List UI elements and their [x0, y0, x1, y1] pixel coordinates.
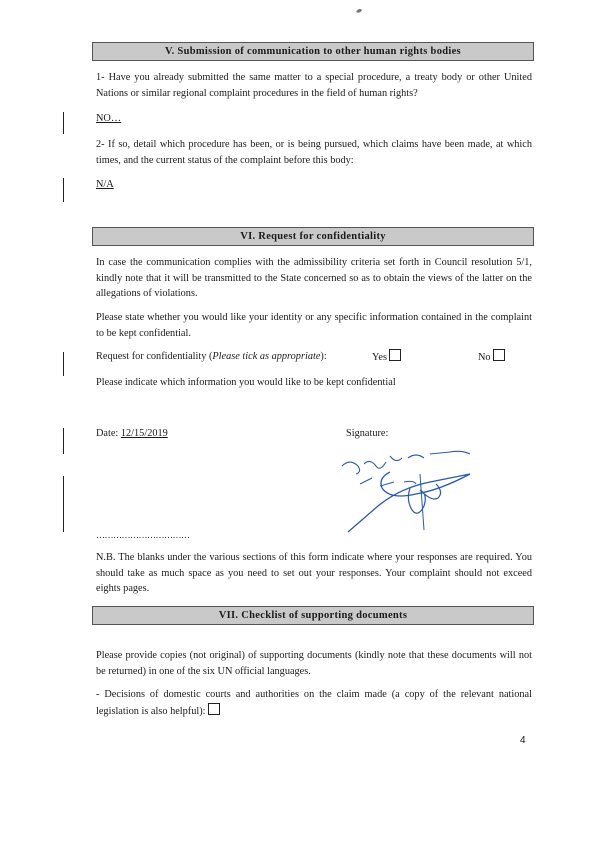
answer-1[interactable]: NO…: [96, 113, 122, 124]
checklist-item-1: [96, 687, 532, 719]
confidentiality-paragraph-1: In case the communication complies with the admissibility criteria set forth in Council resolution 5/1, kindly note that it will be transmitted to the State concerned so as to obtain the views of the latter on the allegations of violations.: [96, 257, 532, 299]
yes-option: [372, 349, 401, 366]
nb-note: N.B. The blanks under the various sections of this form indicate where your responses are required. You should take as much space as you need to set out your responses. Your complaint should not exceed eights pages.: [96, 552, 532, 594]
date-label: Date:: [96, 428, 121, 439]
confidential-info-prompt: Please indicate which information you would like to be kept confidential: [96, 377, 396, 388]
request-label: Request for confidentiality (: [96, 351, 213, 362]
signature-image: [320, 444, 490, 540]
margin-bar: [63, 178, 64, 202]
margin-bar: [63, 476, 64, 532]
confidentiality-paragraph-2: Please state whether you would like your identity or any specific information contained in the complaint to be kept confidential.: [96, 312, 532, 339]
yes-checkbox[interactable]: [389, 349, 401, 361]
date-value[interactable]: 12/15/2019: [120, 428, 168, 439]
margin-bar: [63, 428, 64, 454]
blank-dotted-line: ……………………………: [96, 530, 190, 540]
checklist-item-1-label: - Decisions of domestic courts and authorities on the claim made (a copy of the relevant national legislation is also helpful):: [96, 689, 532, 717]
section-6-heading: VI. Request for confidentiality: [92, 227, 534, 246]
supporting-docs-paragraph: Please provide copies (not original) of supporting documents (kindly note that these documents will not be returned) in one of the six UN official languages.: [96, 650, 532, 677]
no-option: [478, 349, 505, 366]
question-1: 1- Have you already submitted the same matter to a special procedure, a treaty body or other United Nations or similar regional complaint procedures in the field of human rights?: [96, 72, 532, 99]
signature-label: Signature:: [346, 428, 389, 439]
section-5-heading: V. Submission of communication to other human rights bodies: [92, 42, 534, 61]
request-label-end: ):: [320, 351, 327, 362]
checklist-item-1-checkbox[interactable]: [208, 703, 220, 715]
no-checkbox[interactable]: [493, 349, 505, 361]
request-hint: Please tick as appropriate: [212, 351, 321, 362]
date-row: [96, 428, 168, 439]
margin-bar: [63, 112, 64, 134]
scan-mark-icon: [354, 6, 364, 16]
confidentiality-request-row: [96, 349, 532, 365]
margin-bar: [63, 352, 64, 376]
question-2: 2- If so, detail which procedure has been, or is being pursued, which claims have been made, at which times, and the current status of the complaint before this body:: [96, 139, 532, 166]
section-7-heading: VII. Checklist of supporting documents: [92, 606, 534, 625]
page-number: 4: [520, 735, 526, 746]
answer-2[interactable]: N/A: [96, 179, 114, 190]
no-label: No: [478, 352, 491, 363]
yes-label: Yes: [372, 352, 387, 363]
